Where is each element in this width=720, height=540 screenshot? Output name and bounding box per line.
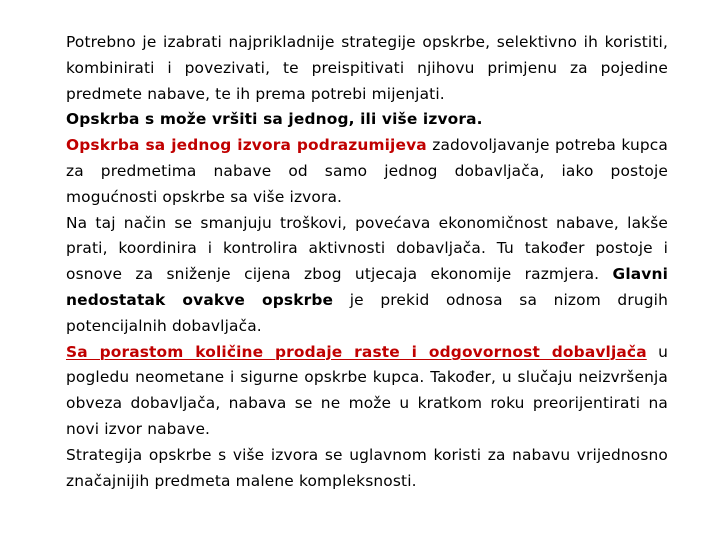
supplier-responsibility-term: Sa porastom količine prodaje raste i odgovornost dobavljača: [66, 342, 647, 361]
paragraph-supply-sources: [66, 107, 668, 133]
main-drawback-term: Glavni nedostatak ovakve opskrbe: [66, 265, 668, 309]
slide-text-body: [66, 30, 668, 494]
paragraph-multiple-sources: [66, 443, 668, 495]
paragraph-single-source-effects: [66, 211, 668, 340]
paragraph-text: u pogledu neometane i sigurne opskrbe kupca. Također, u slučaju neizvršenja obveza dobavljača, nabava se ne može u kratkom roku preorijentirati na novi izvor nabave.: [66, 342, 668, 438]
paragraph-text: zadovoljavanje potreba kupca za predmetima nabave od samo jednog dobavljača, iako postoje mogućnosti opskrbe sa više izvora.: [66, 136, 668, 206]
paragraph-text: Strategija opskrbe s više izvora se uglavnom koristi za nabavu vrijednosno značajnijih predmeta malene kompleksnosti.: [66, 445, 668, 490]
single-source-term: Opskrba sa jednog izvora podrazumijeva: [66, 136, 427, 155]
paragraph-text: Potrebno je izabrati najprikladnije strategije opskrbe, selektivno ih koristiti, kombinirati i povezivati, te preispitivati njihovu primjenu za pojedine predmete nabave, te ih prema potrebi mijenjati.: [66, 33, 668, 103]
paragraph-single-source: [66, 133, 668, 210]
paragraph-strategy-selection: [66, 30, 668, 107]
paragraph-text: je prekid odnosa sa nizom drugih potencijalnih dobavljača.: [66, 290, 668, 335]
paragraph-text: Opskrba s može vršiti sa jednog, ili više izvora.: [66, 110, 483, 129]
paragraph-text: Na taj način se smanjuju troškovi, povećava ekonomičnost nabave, lakše prati, koordinira i kontrolira aktivnosti dobavljača. Tu također postoje i osnove za sniženje cijena zbog utjecaja ekonomije razmjera.: [66, 213, 668, 284]
paragraph-supplier-responsibility: [66, 340, 668, 443]
